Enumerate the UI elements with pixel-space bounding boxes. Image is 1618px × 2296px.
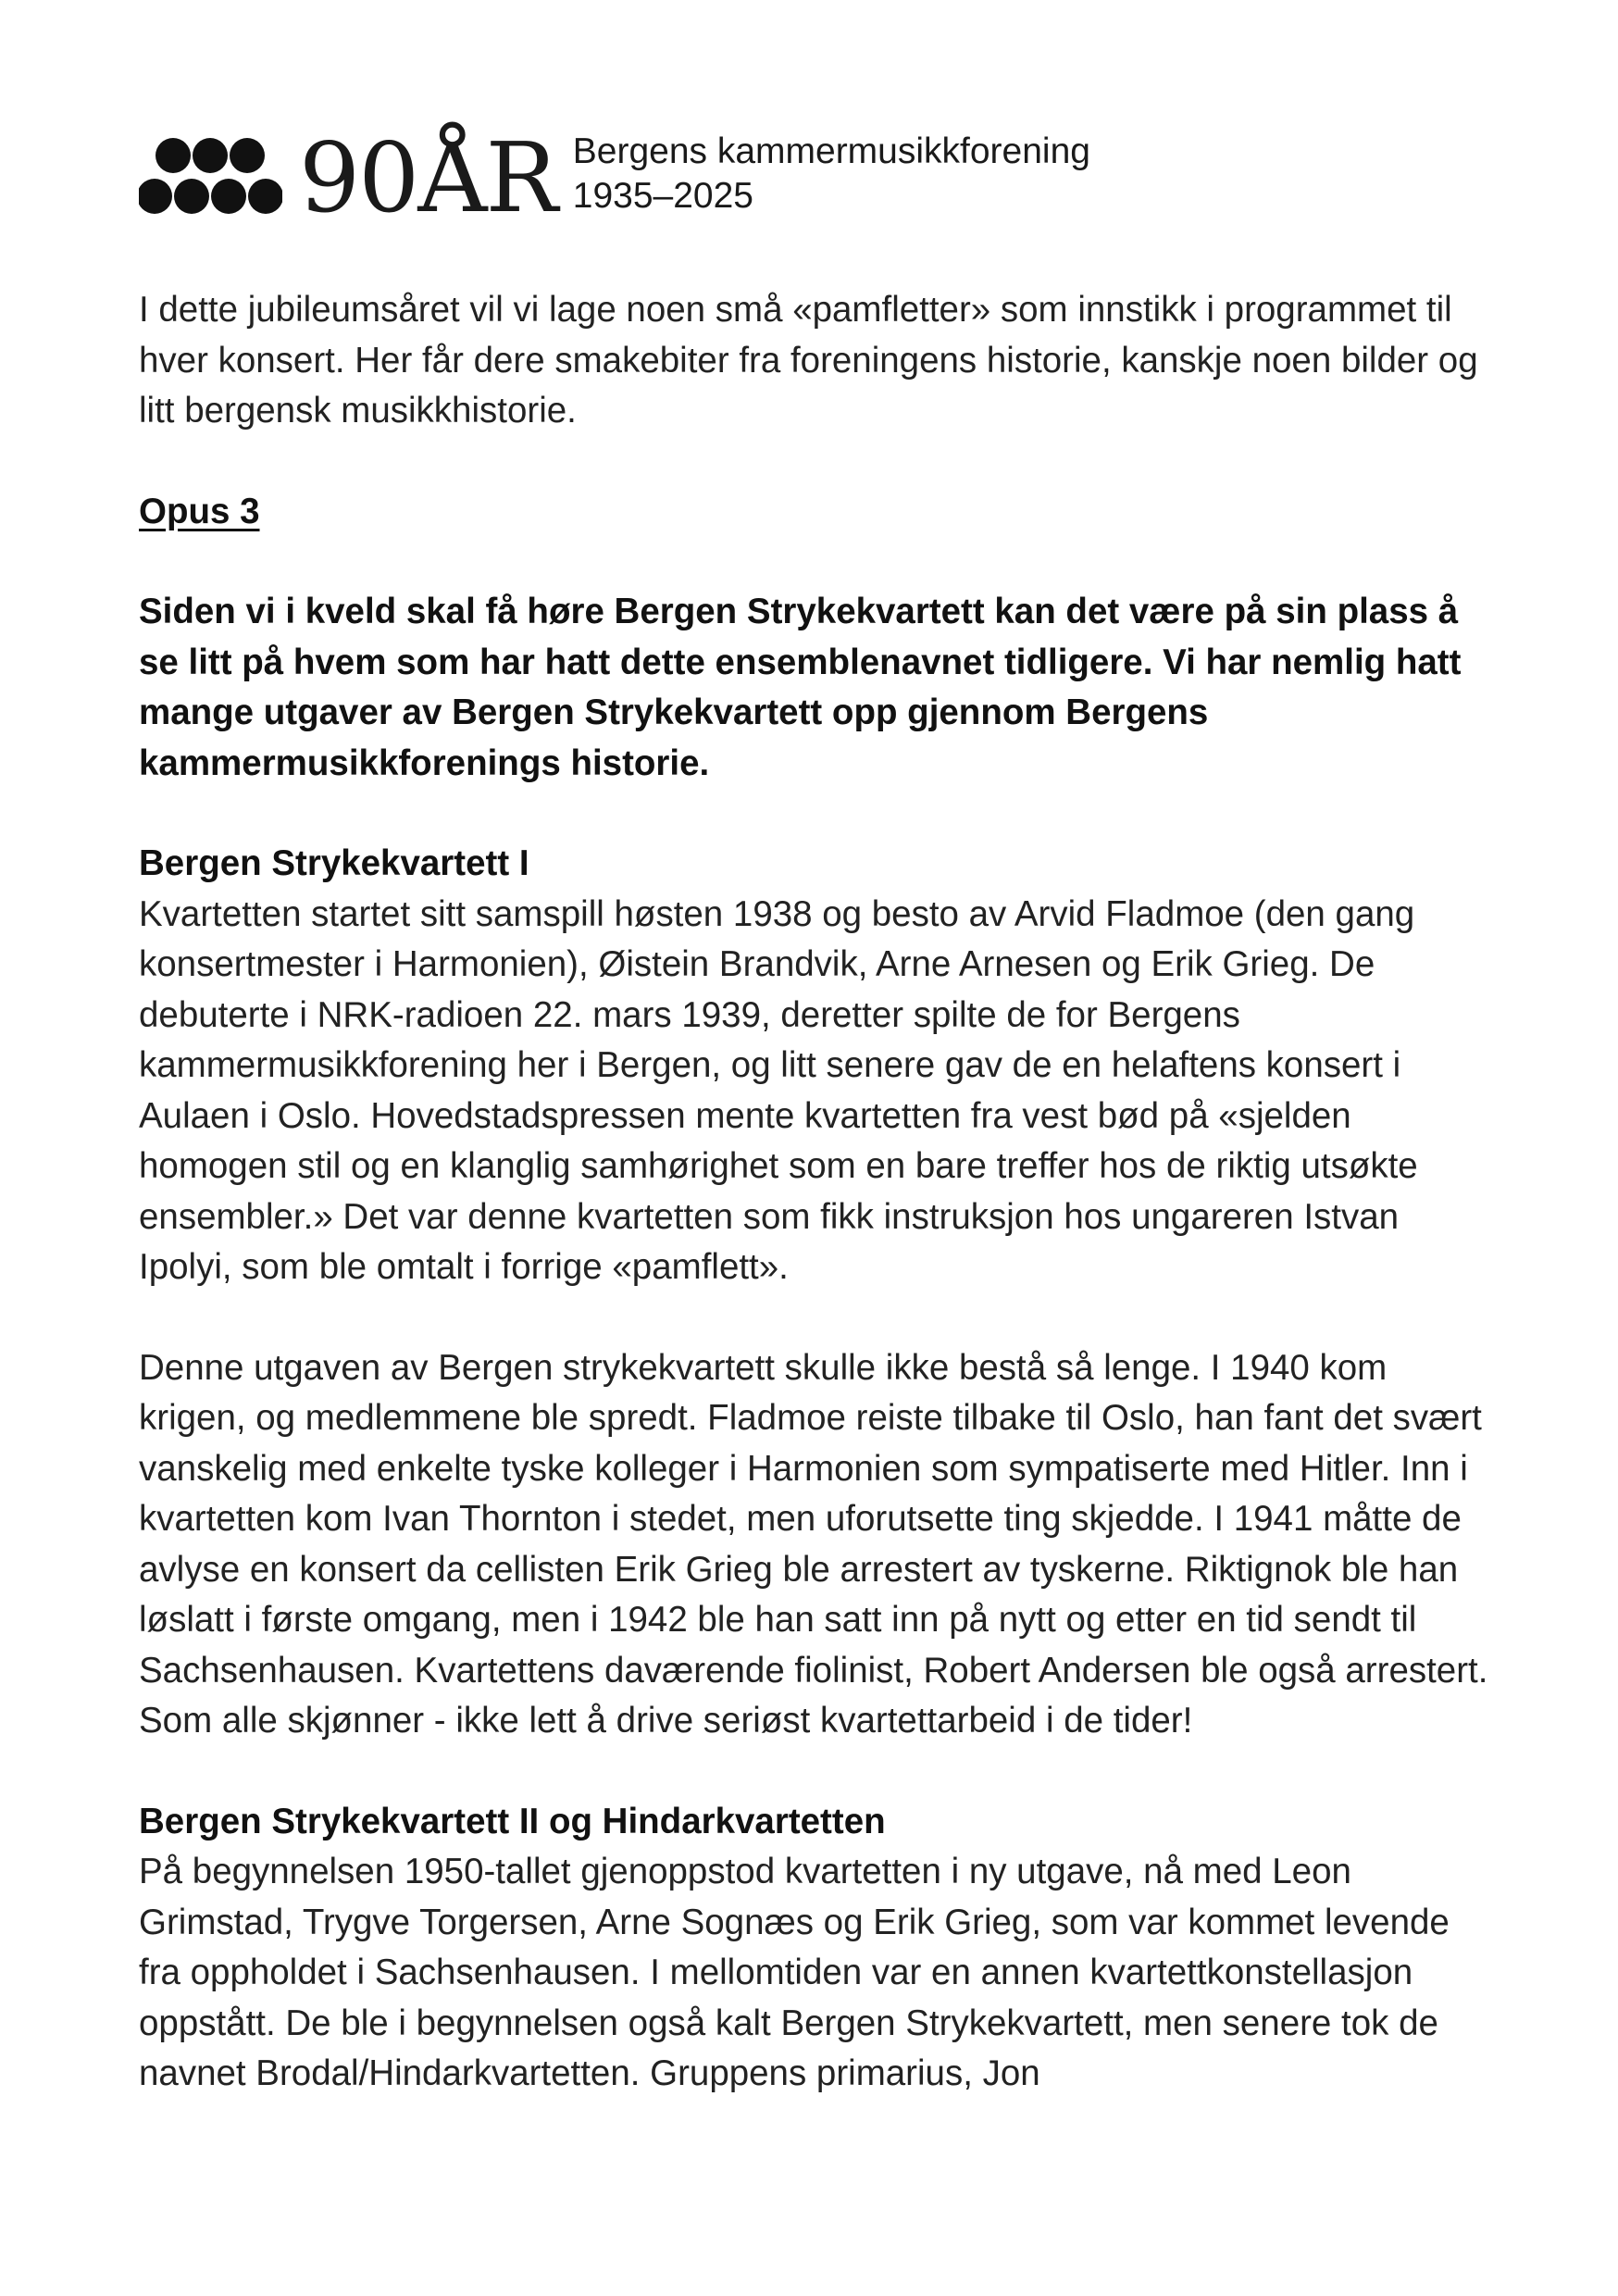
- organization-name: Bergens kammermusikkforening: [572, 131, 1090, 171]
- organization-years: 1935–2025: [572, 176, 753, 216]
- organization-block: [573, 130, 1090, 218]
- opus-title: Opus 3: [139, 491, 260, 531]
- lead-paragraph: Siden vi i kveld skal få høre Bergen Strykekvartett kan det være på sin plass å se litt på hvem som har hatt dette ensemblenavnet tidligere. Vi har nemlig hatt mange utgaver av Bergen Strykekvartett opp gjennom Bergens kammermusikkforenings historie.: [139, 592, 1462, 783]
- intro-paragraph: I dette jubileumsåret vil vi lage noen små «pamfletter» som innstikk i programmet til hver konsert. Her får dere smakebiter fra foreningens historie, kanskje noen bilder og litt bergensk musikkhistorie.: [139, 290, 1478, 430]
- section-1-paragraph-2: Denne utgaven av Bergen strykekvartett skulle ikke bestå så lenge. I 1940 kom krigen, og medlemmene ble spredt. Fladmoe reiste tilbake til Oslo, han fant det svært vanskelig med enkelte tyske kolleger i Harmonien som sympatiserte med Hitler. Inn i kvartetten kom Ivan Thornton i stedet, men uforutsette ting skjedde. I 1941 måtte de avlyse en konsert da cellisten Erik Grieg ble arrestert av tyskerne. Riktignok ble han løslatt i første omgang, men i 1942 ble han satt inn på nytt og etter en tid sendt til Sachsenhausen. Kvartettens daværende fiolinist, Robert Andersen ble også arrestert. Som alle skjønner - ikke lett å drive seriøst kvartettarbeid i de tider!: [139, 1347, 1488, 1741]
- document-body: [139, 285, 1500, 2100]
- nine-dots-cluster-icon: [139, 130, 282, 222]
- section-heading-2: Bergen Strykekvartett II og Hindarkvartetten: [139, 1801, 886, 1841]
- section-2-paragraph-1: På begynnelsen 1950-tallet gjenoppstod kvartetten i ny utgave, nå med Leon Grimstad, Trygve Torgersen, Arne Sognæs og Erik Grieg, som var kommet levende fra oppholdet i Sachsenhausen. I mellomtiden var en annen kvartettkonstellasjon oppstått. De ble i begynnelsen også kalt Bergen Strykekvartett, men senere tok de navnet Brodal/Hindarkvartetten. Gruppens primarius, Jon: [139, 1852, 1450, 2093]
- section-heading-1: Bergen Strykekvartett I: [139, 843, 529, 883]
- page-header: [139, 121, 1090, 234]
- anniversary-mark: 90ÅR: [299, 121, 556, 234]
- section-1-paragraph-1: Kvartetten startet sitt samspill høsten 1938 og besto av Arvid Fladmoe (den gang konsertmester i Harmonien), Øistein Brandvik, Arne Arnesen og Erik Grieg. De debuterte i NRK-radioen 22. mars 1939, deretter spilte de for Bergens kammermusikkforening her i Bergen, og litt senere gav de en helaftens konsert i Aulaen i Oslo. Hovedstadspressen mente kvartetten fra vest bød på «sjelden homogen stil og en klanglig samhørighet som en bare treffer hos de riktig utsøkte ensembler.» Det var denne kvartetten som fikk instruksjon hos ungareren Istvan Ipolyi, som ble omtalt i forrige «pamflett».: [139, 893, 1418, 1287]
